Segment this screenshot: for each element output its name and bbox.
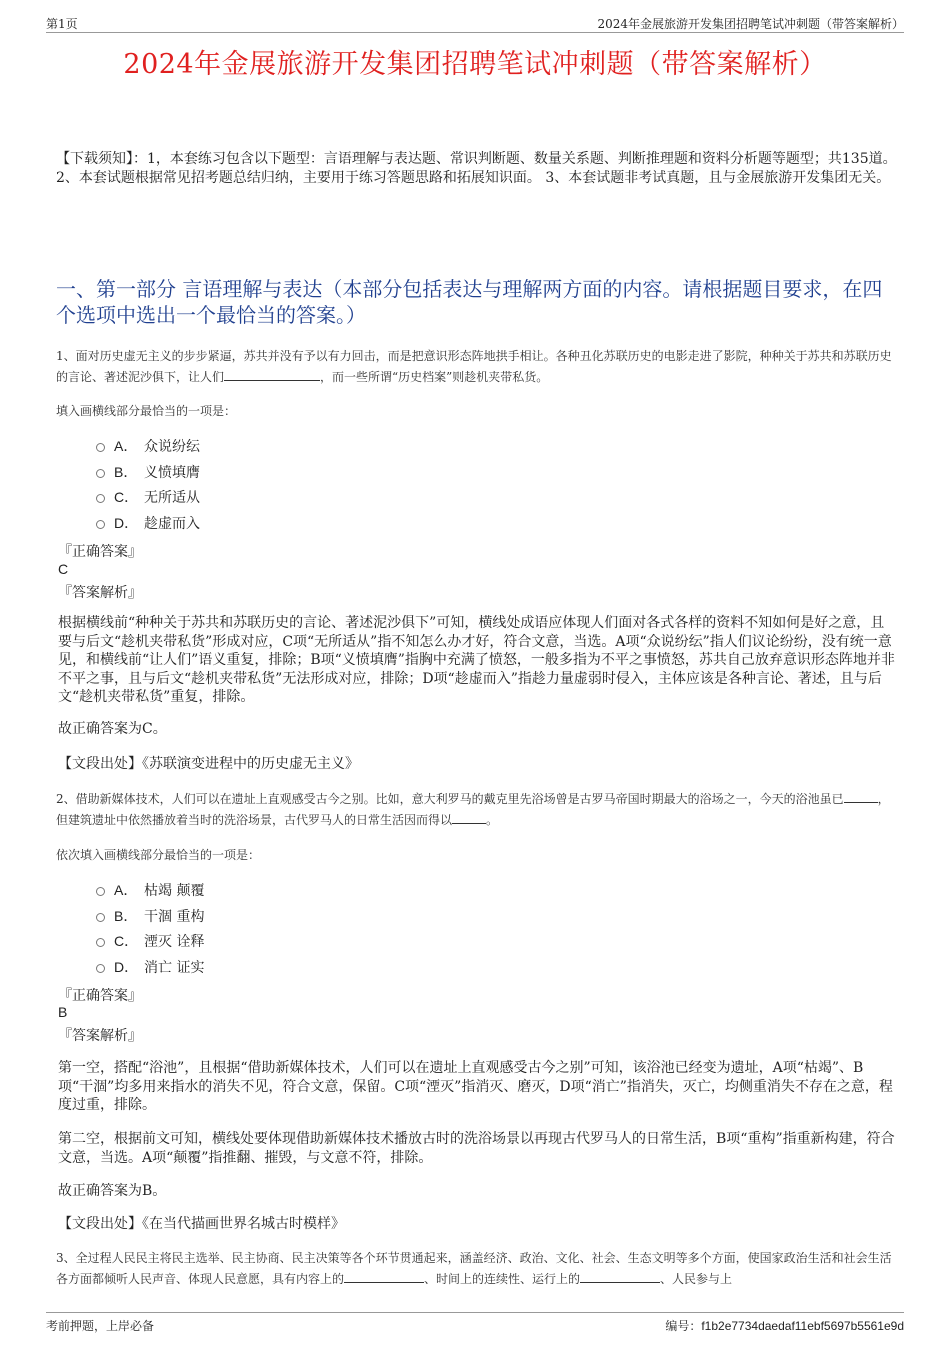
page-header <box>46 12 904 33</box>
option-a[interactable]: A． 众说纷纭 <box>96 433 200 459</box>
source-citation: 【文段出处】《在当代描画世界名城古时模样》 <box>58 1216 345 1232</box>
option-d[interactable]: D． 趁虚而入 <box>96 510 200 536</box>
radio-icon[interactable] <box>96 964 105 973</box>
answer-blank <box>580 1270 660 1283</box>
radio-icon[interactable] <box>96 469 105 478</box>
answer-conclusion: 故正确答案为B。 <box>58 1183 167 1199</box>
header-doc-title: 2024年金展旅游开发集团招聘笔试冲刺题（带答案解析） <box>597 17 904 31</box>
answer-conclusion: 故正确答案为C。 <box>58 721 167 737</box>
radio-icon[interactable] <box>96 520 105 529</box>
footer-code: 编号：f1b2e7734daedaf11ebf5697b5561e9d <box>665 1319 904 1333</box>
option-b[interactable]: B． 义愤填膺 <box>96 459 200 485</box>
correct-answer-label: 『正确答案』 <box>58 988 142 1004</box>
analysis-label: 『答案解析』 <box>58 1028 142 1044</box>
analysis-label: 『答案解析』 <box>58 585 142 601</box>
analysis-text-2: 第二空，根据前文可知，横线处要体现借助新媒体技术播放古时的洗浴场景以再现古代罗马人的日常生活，B项“重构”指重新构建，符合文意，当选。A项“颠覆”指推翻、摧毁，与文意不符，排除。 <box>58 1131 895 1166</box>
question-2-prompt: 依次填入画横线部分最恰当的一项是： <box>56 848 261 862</box>
source-citation: 【文段出处】《苏联演变进程中的历史虚无主义》 <box>58 756 359 772</box>
section-title: 一、第一部分 言语理解与表达（本部分包括表达与理解两方面的内容。请根据题目要求，在四个选项中选出一个最恰当的答案。） <box>56 277 883 327</box>
footer-slogan: 考前押题，上岸必备 <box>46 1319 155 1333</box>
correct-answer-label: 『正确答案』 <box>58 544 142 560</box>
radio-icon[interactable] <box>96 494 105 503</box>
correct-answer: C <box>58 561 69 577</box>
radio-icon[interactable] <box>96 443 105 452</box>
answer-blank <box>452 811 486 824</box>
document-title: 2024年金展旅游开发集团招聘笔试冲刺题（带答案解析） <box>123 49 827 80</box>
correct-answer: B <box>58 1004 68 1020</box>
download-notice: 【下载须知】：1，本套练习包含以下题型：言语理解与表达题、常识判断题、数量关系题、判断推理题和资料分析题等题型；共135道。 2、本套试题根据常见招考题总结归纳，主要用于练习答题思路和拓展知识面。 3、本套试题非考试真题，且与金展旅游开发集团无关。 <box>56 151 897 186</box>
option-d[interactable]: D． 消亡 证实 <box>96 954 204 980</box>
option-a[interactable]: A． 枯竭 颠覆 <box>96 877 204 903</box>
question-1-text: 1、面对历史虚无主义的步步紧逼，苏共并没有予以有力回击，而是把意识形态阵地拱手相让。各种丑化苏联历史的电影走进了影院，种种关于苏共和苏联历史的言论、著述泥沙俱下，让人们 ，而一些所谓“历史档案”则趁机夹带私货。 <box>56 349 892 384</box>
answer-blank <box>224 368 320 381</box>
question-3-text: 3、全过程人民民主将民主选举、民主协商、民主决策等各个环节贯通起来，涵盖经济、政治、文化、社会、生态文明等多个方面，使国家政治生活和社会生活各方面都倾听人民声音、体现人民意愿，具有内容上的 、时间上的连续性、运行上的 、人民参与上 <box>56 1251 892 1286</box>
question-2-text: 2、借助新媒体技术，人们可以在遗址上直观感受古今之别。比如，意大利罗马的戴克里先浴场曾是古罗马帝国时期最大的浴场之一，今天的浴池虽已 ，但建筑遗址中依然播放着当时的洗浴场景，古代罗马人的日常生活因而得以 。 <box>56 792 890 827</box>
question-2-options <box>96 877 204 980</box>
analysis-text: 根据横线前“种种关于苏共和苏联历史的言论、著述泥沙俱下”可知，横线处成语应体现人们面对各式各样的资料不知如何是好之意，且要与后文“趁机夹带私货”形成对应，C项“无所适从”指不知怎么办才好，符合文意，当选。A项“众说纷纭”指人们议论纷纷，没有统一意见，和横线前“让人们”语义重复，排除；B项“义愤填膺”指胸中充满了愤怒，一般多指为不平之事愤怒，苏共自己放弃意识形态阵地并非不平之事，且与后文“趁机夹带私货”无法形成对应，排除；D项“趁虚而入”指趁力量虚弱时侵入，主体应该是各种言论、著述，且与后文“趁机夹带私货”重复，排除。 <box>58 615 895 706</box>
option-b[interactable]: B． 干涸 重构 <box>96 903 204 929</box>
question-1-prompt: 填入画横线部分最恰当的一项是： <box>56 404 237 418</box>
option-c[interactable]: C． 无所适从 <box>96 484 200 510</box>
radio-icon[interactable] <box>96 938 105 947</box>
answer-blank <box>344 1270 424 1283</box>
analysis-text-1: 第一空，搭配“浴池”，且根据“借助新媒体技术，人们可以在遗址上直观感受古今之别”可知，该浴池已经变为遗址，A项“枯竭”、B项“干涸”均多用来指水的消失不见，符合文意，保留。C项“湮灭”指消灭、磨灭，D项“消亡”指消失，灭亡，均侧重消失不存在之意，程度过重，排除。 <box>58 1060 893 1114</box>
option-c[interactable]: C． 湮灭 诠释 <box>96 928 204 954</box>
page-footer <box>46 1312 904 1335</box>
answer-blank <box>844 790 878 803</box>
radio-icon[interactable] <box>96 913 105 922</box>
question-1-options <box>96 433 200 536</box>
page-number: 第1页 <box>46 17 78 31</box>
radio-icon[interactable] <box>96 887 105 896</box>
